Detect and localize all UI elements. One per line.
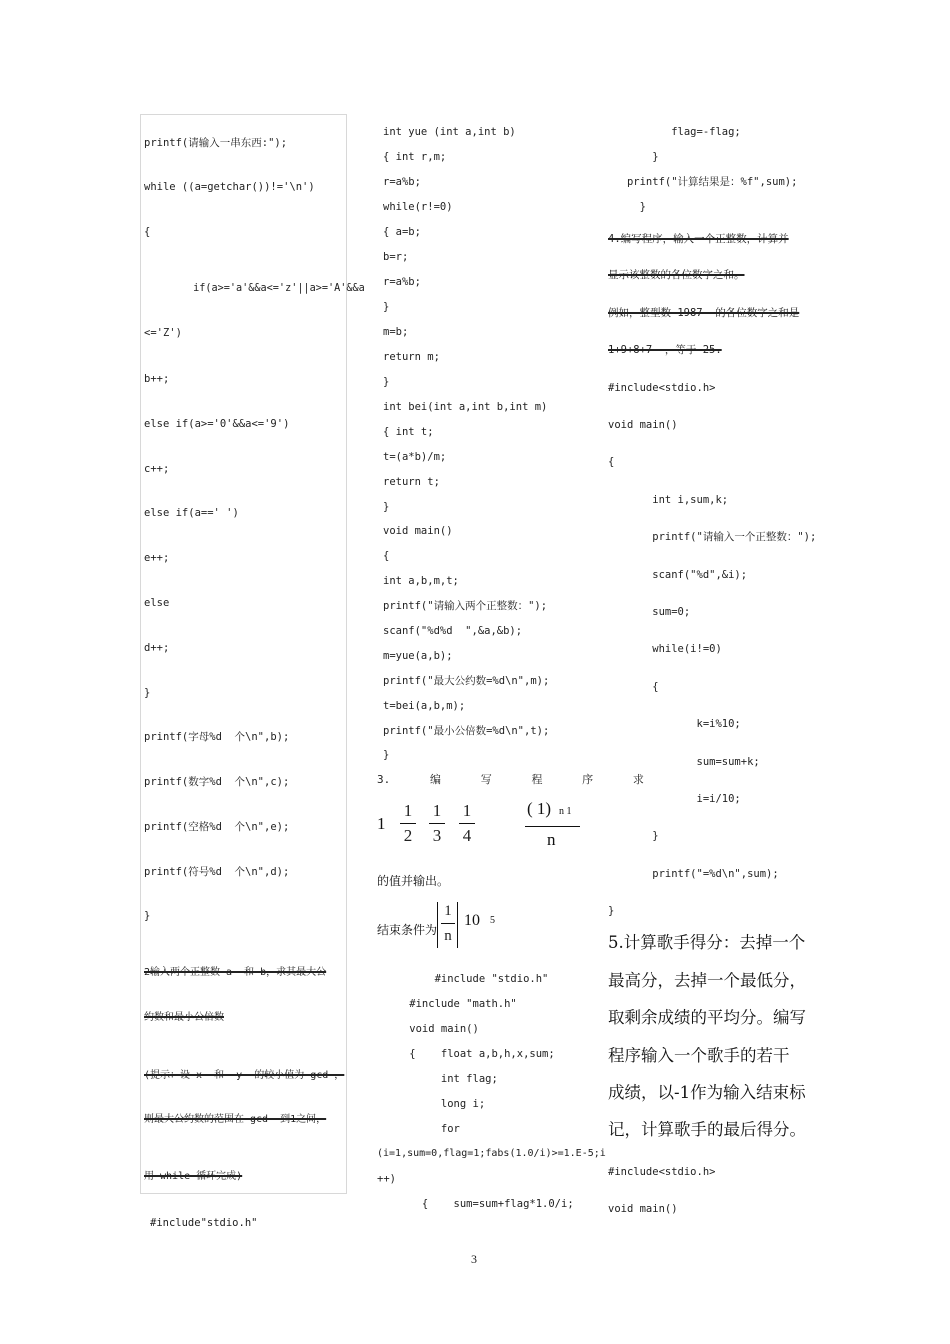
- task-5-line: 程序输入一个歌手的若干: [608, 1046, 790, 1065]
- code-line: for: [384, 1123, 460, 1135]
- code-line: void main(): [383, 525, 453, 537]
- code-line: printf(符号%d 个\n",d);: [144, 866, 290, 878]
- code-line: void main(): [608, 419, 678, 431]
- code-line: #include<stdio.h>: [608, 1166, 716, 1178]
- formula-fraction: 1 2: [400, 801, 416, 846]
- task-5-line: 成绩，以-1作为输入结束标: [608, 1083, 806, 1102]
- code-line: t=bei(a,b,m);: [383, 700, 466, 712]
- code-line: else if(a>='0'&&a<='9'): [144, 418, 290, 430]
- task-3-label: 3. 编 写 程 序 求: [377, 773, 644, 786]
- code-line: printf(字母%d 个\n",b);: [144, 731, 290, 743]
- code-line: else if(a==' '): [144, 507, 239, 519]
- code-line: r=a%b;: [383, 276, 421, 288]
- code-line: return m;: [383, 351, 440, 363]
- code-line: int i,sum,k;: [608, 494, 729, 506]
- code-line: void main(): [384, 1023, 479, 1035]
- code-line: printf("请输入两个正整数：");: [383, 600, 548, 612]
- code-line: else: [144, 597, 170, 609]
- task-5-line: 取剩余成绩的平均分。编写: [608, 1008, 806, 1027]
- task-2-line: 约数和最小公倍数: [144, 1012, 224, 1023]
- code-line: m=b;: [383, 326, 409, 338]
- code-line: (i=1,sum=0,flag=1;fabs(1.0/i)>=1.E-5;i: [377, 1148, 606, 1159]
- end-condition-exponent: 5: [490, 915, 495, 926]
- code-line: printf("计算结果是：%f",sum);: [608, 176, 798, 188]
- task-2-line: 2输入两个正整数 a 和 b，求其最大公: [144, 967, 327, 978]
- code-line: e++;: [144, 552, 170, 564]
- code-line: t=(a*b)/m;: [383, 451, 447, 463]
- task-5-line: 最高分，去掉一个最低分，: [608, 971, 806, 990]
- column-1-frame: [140, 114, 347, 1194]
- code-line: }: [608, 151, 659, 163]
- code-line: #include "math.h": [384, 998, 517, 1010]
- code-line: printf("最小公倍数=%d\n",t);: [383, 725, 550, 737]
- code-line: return t;: [383, 476, 440, 488]
- formula-fraction: 1 4: [459, 801, 475, 846]
- task-4-line: 例如，整型数 1987 的各位数字之和是: [608, 307, 800, 319]
- code-line: int flag;: [384, 1073, 498, 1085]
- end-condition-fraction: 1 n: [441, 901, 455, 946]
- code-line: { int t;: [383, 426, 434, 438]
- code-line: }: [608, 201, 646, 213]
- code-line: i=i/10;: [608, 793, 741, 805]
- code-line: scanf("%d",&i);: [608, 569, 748, 581]
- code-line: void main(): [608, 1203, 678, 1215]
- code-line: { int r,m;: [383, 151, 447, 163]
- code-line: if(a>='a'&&a<='z'||a>='A'&&a: [144, 283, 365, 294]
- abs-bar-left: [437, 902, 438, 948]
- task-2-line: 用 while 循环完成): [144, 1171, 243, 1182]
- code-line: {: [608, 681, 659, 693]
- end-condition-ten: 10: [464, 912, 480, 929]
- task-5-line: 记，计算歌手的最后得分。: [608, 1120, 806, 1139]
- code-line: printf("=%d\n",sum);: [608, 868, 779, 880]
- task-5-line: 5.计算歌手得分：去掉一个: [608, 933, 806, 952]
- task-4-line: 4.编写程序，输入一个正整数，计算并: [608, 233, 789, 245]
- end-condition-label: 结束条件为: [377, 923, 438, 937]
- formula-fraction: 1 3: [429, 801, 445, 846]
- page-number: 3: [471, 1252, 477, 1266]
- code-line: while ((a=getchar())!='\n'): [144, 181, 315, 193]
- code-line: long i;: [384, 1098, 486, 1110]
- code-line: while(i!=0): [608, 643, 722, 655]
- code-line: }: [608, 905, 615, 917]
- code-line: }: [144, 910, 151, 922]
- formula-last-numerator: ( 1): [527, 799, 552, 818]
- code-line: int a,b,m,t;: [383, 575, 459, 587]
- task-4-line: 显示该整数的各位数字之和。: [608, 269, 745, 281]
- code-line: }: [383, 376, 390, 388]
- task-2-line: 则最大公约数的范围在 gcd 到1之间，: [144, 1114, 327, 1125]
- output-text: 的值并输出。: [377, 874, 450, 888]
- code-line: scanf("%d%d ",&a,&b);: [383, 625, 523, 637]
- code-line: while(r!=0): [383, 201, 453, 213]
- code-line: printf(请输入一串东西:");: [144, 137, 288, 149]
- code-line: printf("请输入一个正整数：");: [608, 531, 817, 543]
- code-line: c++;: [144, 463, 170, 475]
- code-line: d++;: [144, 642, 170, 654]
- code-line: {: [608, 456, 615, 468]
- code-line: { sum=sum+flag*1.0/i;: [384, 1198, 574, 1210]
- formula-exponent: n 1: [559, 806, 572, 817]
- code-line: #include<stdio.h>: [608, 382, 716, 394]
- code-line: #include "stdio.h": [384, 973, 549, 985]
- code-line: b=r;: [383, 251, 409, 263]
- code-line: r=a%b;: [383, 176, 421, 188]
- code-line: printf(数字%d 个\n",c);: [144, 776, 290, 788]
- code-line: {: [144, 226, 151, 238]
- code-line: { float a,b,h,x,sum;: [384, 1048, 555, 1060]
- code-line: }: [383, 501, 390, 513]
- code-line: b++;: [144, 373, 170, 385]
- task-2-line: (提示：设 x 和 y 的较小值为 gcd ，: [144, 1070, 345, 1081]
- code-line: <='Z'): [144, 327, 182, 339]
- code-line: sum=sum+k;: [608, 756, 760, 768]
- include-line: #include"stdio.h": [150, 1217, 258, 1229]
- code-line: int bei(int a,int b,int m): [383, 401, 548, 413]
- code-line: }: [383, 749, 390, 761]
- task-4-line: 1+9+8+7 ，等于 25.: [608, 344, 722, 356]
- abs-bar-right: [457, 902, 458, 948]
- code-line: ++): [377, 1173, 396, 1185]
- formula-one: 1: [377, 814, 386, 833]
- formula-fraction-bar: [525, 826, 580, 827]
- code-line: int yue (int a,int b): [383, 126, 516, 138]
- code-line: printf("最大公约数=%d\n",m);: [383, 675, 550, 687]
- code-line: sum=0;: [608, 606, 691, 618]
- code-line: m=yue(a,b);: [383, 650, 453, 662]
- code-line: flag=-flag;: [608, 126, 741, 138]
- code-line: }: [144, 687, 151, 699]
- code-line: k=i%10;: [608, 718, 741, 730]
- code-line: printf(空格%d 个\n",e);: [144, 821, 290, 833]
- code-line: }: [608, 830, 659, 842]
- code-line: { a=b;: [383, 226, 421, 238]
- formula-last-denominator: n: [547, 830, 556, 849]
- code-line: {: [383, 550, 390, 562]
- code-line: }: [383, 301, 390, 313]
